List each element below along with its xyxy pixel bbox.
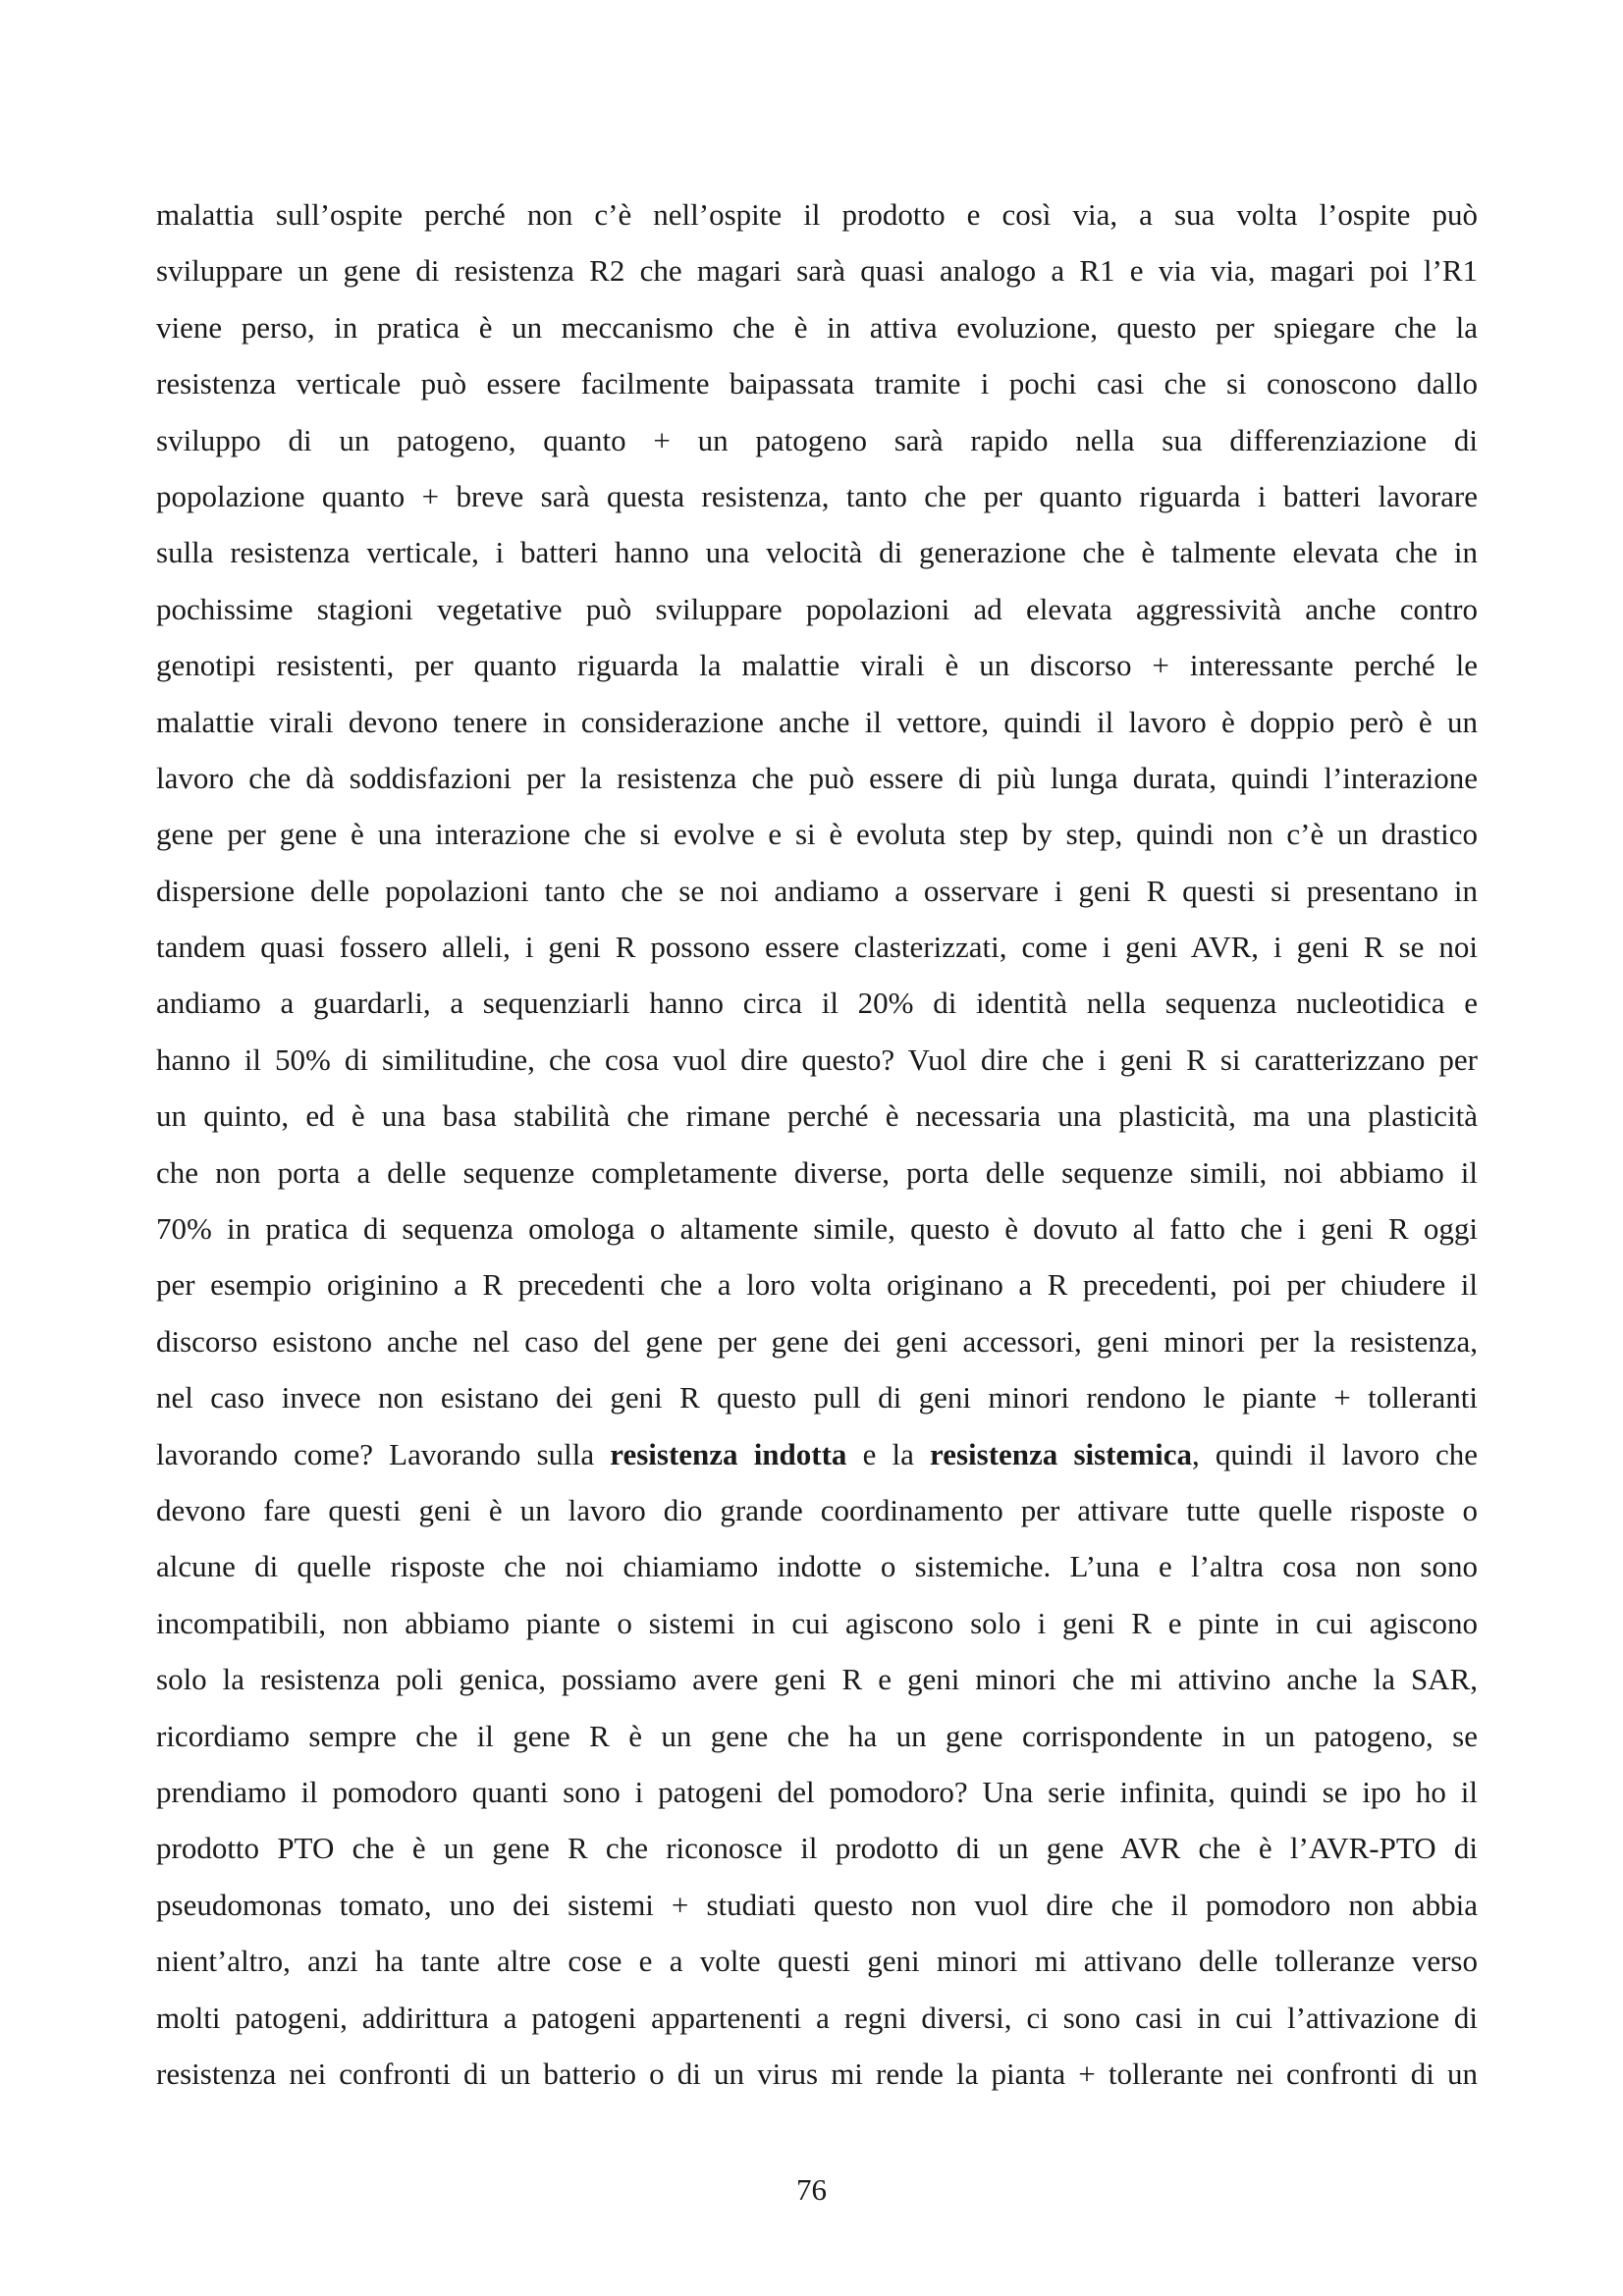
text-line-23: [156, 1426, 1478, 1482]
text-line-6: popolazione quanto + breve sarà questa resistenza, tanto che per quanto riguarda i batteri lavorare: [156, 478, 1478, 513]
text-line-25: alcune di quelle risposte che noi chiamiamo indotte o sistemiche. L’una e l’altra cosa non sono: [156, 1549, 1478, 1584]
text-line-26: incompatibili, non abbiamo piante o sistemi in cui agiscono solo i geni R e pinte in cui agiscono: [156, 1605, 1478, 1640]
text-line-11: lavoro che dà soddisfazioni per la resistenza che può essere di più lunga durata, quindi l’interazione: [156, 760, 1478, 795]
text-line-17: un quinto, ed è una basa stabilità che rimane perché è necessaria una plasticità, ma una plasticità: [156, 1098, 1478, 1134]
text-line-8: pochissime stagioni vegetative può sviluppare popolazioni ad elevata aggressività anche contro: [156, 591, 1478, 626]
text-line-14: tandem quasi fossero alleli, i geni R possono essere clasterizzati, come i geni AVR, i geni R se noi: [156, 930, 1478, 965]
text-line-34: resistenza nei confronti di un batterio o di un virus mi rende la pianta + tollerante nei confronti di un: [156, 2056, 1478, 2091]
text-line-32: nient’altro, anzi ha tante altre cose e a volte questi geni minori mi attivano delle tolleranze verso: [156, 1944, 1478, 1979]
text-line-22: nel caso invece non esistano dei geni R questo pull di geni minori rendono le piante + tolleranti: [156, 1380, 1478, 1415]
text-line-31: pseudomonas tomato, uno dei sistemi + studiati questo non vuol dire che il pomodoro non abbia: [156, 1887, 1478, 1922]
text-line-16: hanno il 50% di similitudine, che cosa vuol dire questo? Vuol dire che i geni R si caratterizzano per: [156, 1041, 1478, 1077]
text-line-7: sulla resistenza verticale, i batteri hanno una velocità di generazione che è talmente elevata che in: [156, 535, 1478, 570]
page-number: 76: [796, 2172, 827, 2207]
text-line-5: sviluppo di un patogeno, quanto + un patogeno sarà rapido nella sua differenziazione di: [156, 422, 1478, 457]
text-line-1: malattia sull’ospite perché non c’è nell’ospite il prodotto e così via, a sua volta l’ospite può: [156, 197, 1478, 232]
text-line-27: solo la resistenza poli genica, possiamo avere geni R e geni minori che mi attivino anche la SAR,: [156, 1662, 1478, 1697]
text-line-23-part-1: lavorando come? Lavorando sulla: [156, 1436, 611, 1471]
text-line-29: prendiamo il pomodoro quanti sono i patogeni del pomodoro? Una serie infinita, quindi se ipo ho il: [156, 1774, 1478, 1809]
text-line-23-part-3: , quindi il lavoro che: [1191, 1436, 1478, 1471]
document-body: [156, 187, 1478, 2102]
text-line-21: discorso esistono anche nel caso del gene per gene dei geni accessori, geni minori per la resistenza,: [156, 1323, 1478, 1359]
bold-term-resistenza-sistemica: resistenza sistemica: [930, 1436, 1192, 1471]
text-line-28: ricordiamo sempre che il gene R è un gene che ha un gene corrispondente in un patogeno, se: [156, 1718, 1478, 1753]
bold-term-resistenza-indotta: resistenza indotta: [610, 1436, 847, 1471]
text-line-13: dispersione delle popolazioni tanto che se noi andiamo a osservare i geni R questi si presentano in: [156, 873, 1478, 908]
text-line-9: genotipi resistenti, per quanto riguarda la malattie virali è un discorso + interessante perché le: [156, 648, 1478, 683]
text-line-4: resistenza verticale può essere facilmente baipassata tramite i pochi casi che si conoscono dallo: [156, 366, 1478, 401]
text-line-33: molti patogeni, addirittura a patogeni appartenenti a regni diversi, ci sono casi in cui l’attivazione di: [156, 2000, 1478, 2035]
text-line-15: andiamo a guardarli, a sequenziarli hanno circa il 20% di identità nella sequenza nucleotidica e: [156, 986, 1478, 1021]
text-line-20: per esempio originino a R precedenti che a loro volta originano a R precedenti, poi per chiudere il: [156, 1267, 1478, 1303]
text-line-18: che non porta a delle sequenze completamente diverse, porta delle sequenze simili, noi abbiamo il: [156, 1154, 1478, 1190]
text-line-2: sviluppare un gene di resistenza R2 che magari sarà quasi analogo a R1 e via via, magari poi l’R1: [156, 253, 1478, 289]
text-line-3: viene perso, in pratica è un meccanismo che è in attiva evoluzione, questo per spiegare che la: [156, 309, 1478, 345]
text-line-19: 70% in pratica di sequenza omologa o altamente simile, questo è dovuto al fatto che i geni R oggi: [156, 1211, 1478, 1247]
text-line-24: devono fare questi geni è un lavoro dio grande coordinamento per attivare tutte quelle risposte o: [156, 1492, 1478, 1527]
text-line-23-part-2: e la: [846, 1436, 931, 1471]
text-line-30: prodotto PTO che è un gene R che riconosce il prodotto di un gene AVR che è l’AVR-PTO di: [156, 1831, 1478, 1866]
text-line-10: malattie virali devono tenere in considerazione anche il vettore, quindi il lavoro è doppio però è un: [156, 704, 1478, 739]
text-line-12: gene per gene è una interazione che si evolve e si è evoluta step by step, quindi non c’è un drastico: [156, 817, 1478, 852]
